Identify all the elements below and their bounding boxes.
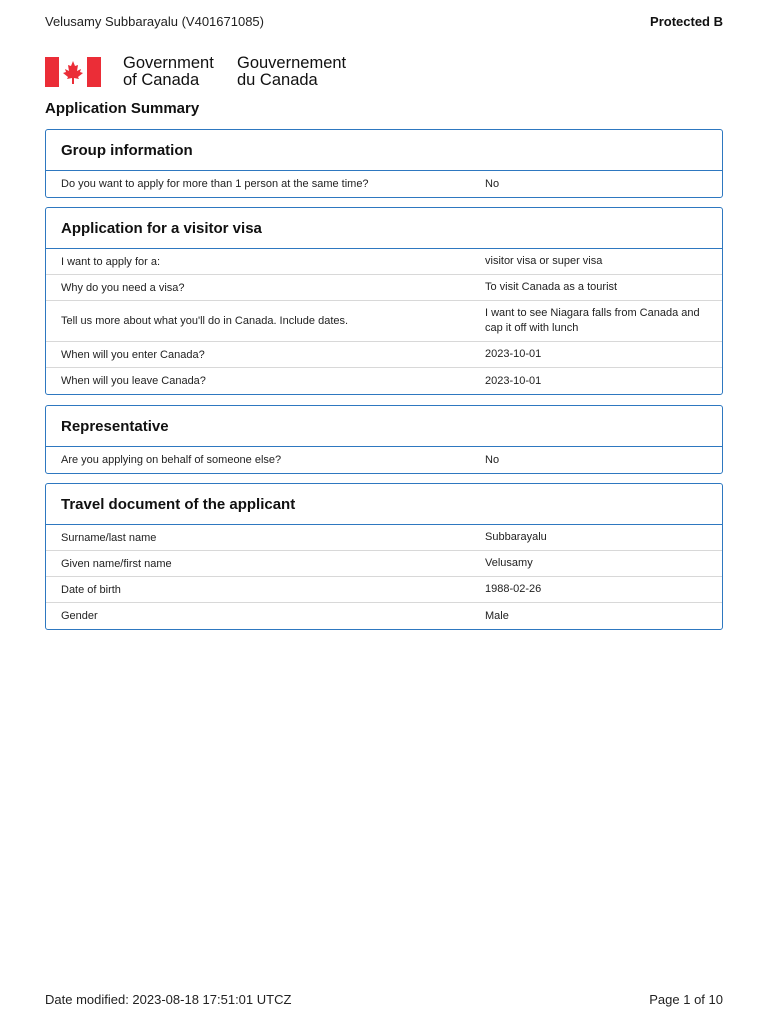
- question-label: Tell us more about what you'll do in Canada. Include dates.: [61, 315, 349, 327]
- section-representative: [45, 405, 723, 474]
- summary-row: [46, 551, 722, 577]
- section-title: Travel document of the applicant: [46, 484, 722, 525]
- summary-row: [46, 171, 722, 197]
- classification-label: Protected B: [650, 14, 723, 29]
- summary-row: [46, 368, 722, 394]
- date-modified: Date modified: 2023-08-18 17:51:01 UTCZ: [45, 992, 292, 1007]
- section-title: Representative: [46, 406, 722, 447]
- answer-value: visitor visa or super visa: [485, 255, 603, 267]
- wordmark-en-line1: Government: [123, 54, 214, 72]
- answer-value: 2023-10-01: [485, 374, 542, 387]
- section-group-information: [45, 129, 723, 198]
- question-label: Given name/first name: [61, 557, 172, 570]
- answer-value: To visit Canada as a tourist: [485, 281, 618, 293]
- section-visitor-visa-application: [45, 207, 723, 395]
- government-of-canada-logo: [45, 55, 346, 89]
- answer-value: 1988-02-26: [485, 583, 542, 595]
- answer-value: Velusamy: [485, 557, 533, 569]
- question-label: Do you want to apply for more than 1 person at the same time?: [61, 178, 369, 190]
- answer-value: Subbarayalu: [485, 531, 547, 543]
- question-label: Date of birth: [61, 583, 121, 596]
- answer-value: 2023-10-01: [485, 348, 542, 360]
- section-title: Application for a visitor visa: [46, 208, 722, 249]
- summary-row: [46, 249, 722, 275]
- summary-row: [46, 301, 722, 342]
- canada-flag-icon: [45, 57, 101, 87]
- question-label: When will you leave Canada?: [61, 375, 206, 387]
- summary-row: [46, 447, 722, 473]
- summary-row: [46, 525, 722, 551]
- summary-row: [46, 577, 722, 603]
- answer-value: No: [485, 453, 500, 466]
- question-label: Gender: [61, 610, 98, 622]
- question-label: When will you enter Canada?: [61, 348, 205, 361]
- answer-value: I want to see Niagara falls from Canada and cap it off with lunch: [485, 307, 700, 334]
- page-number: Page 1 of 10: [649, 992, 723, 1007]
- question-label: Why do you need a visa?: [61, 281, 185, 294]
- page-title: Application Summary: [45, 100, 200, 117]
- section-travel-document: [45, 483, 723, 630]
- page-header: [45, 14, 723, 29]
- section-title: Group information: [46, 130, 722, 171]
- answer-value: No: [485, 177, 500, 190]
- wordmark-fr-line1: Gouvernement: [237, 54, 347, 72]
- question-label: Are you applying on behalf of someone else?: [61, 454, 282, 466]
- summary-row: [46, 603, 722, 629]
- wordmark-french: [237, 55, 346, 89]
- applicant-name-id: Velusamy Subbarayalu (V401671085): [45, 14, 264, 29]
- answer-value: Male: [485, 609, 509, 622]
- summary-row: [46, 342, 722, 368]
- summary-row: [46, 275, 722, 301]
- wordmark-fr-line2: du Canada: [237, 71, 318, 89]
- question-label: I want to apply for a:: [61, 255, 161, 268]
- wordmark-en-line2: of Canada: [123, 71, 200, 89]
- question-label: Surname/last name: [61, 531, 157, 544]
- wordmark-english: [123, 55, 237, 89]
- page-footer: [45, 992, 723, 1007]
